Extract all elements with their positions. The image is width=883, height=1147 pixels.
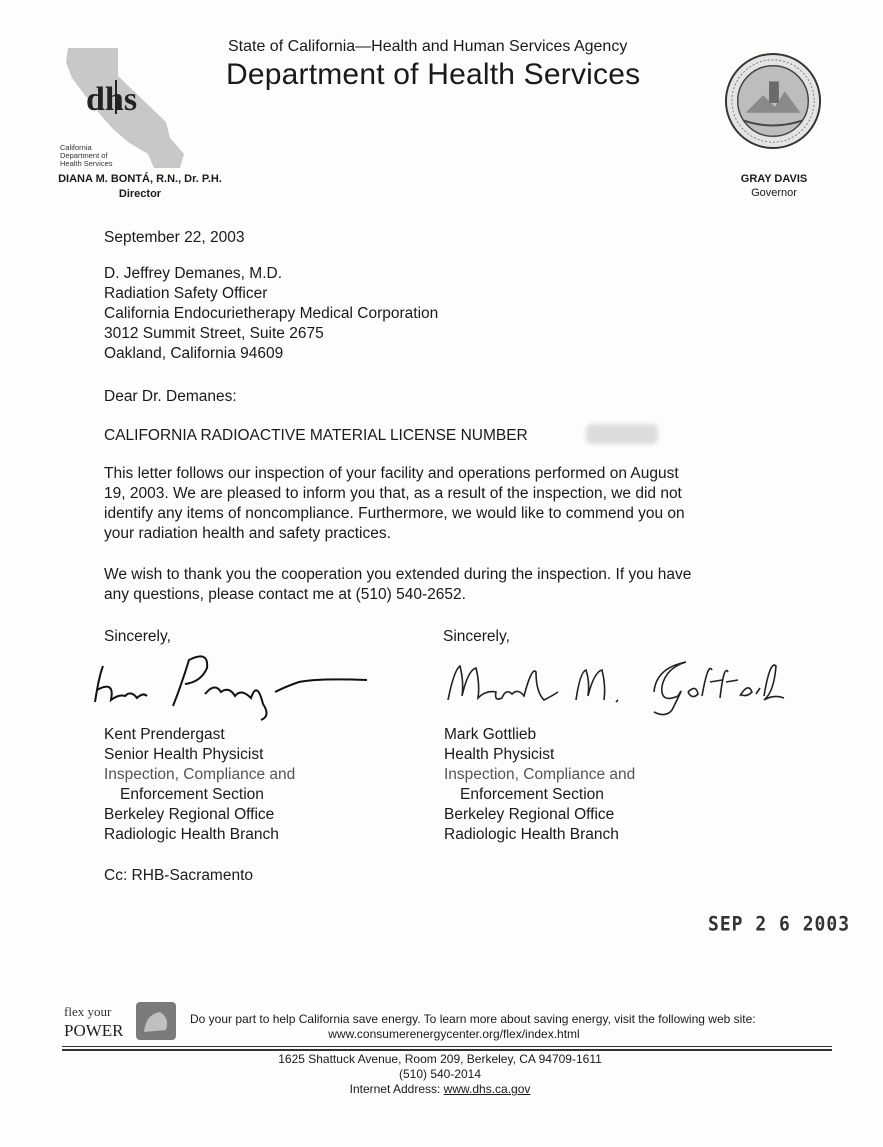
- signer-title: Health Physicist: [444, 746, 555, 763]
- signer-title: Senior Health Physicist: [104, 746, 264, 763]
- redacted-license-number: [586, 424, 658, 444]
- dhs-logo: [58, 42, 198, 170]
- recipient-line: 3012 Summit Street, Suite 2675: [104, 325, 324, 342]
- recipient-address: [104, 264, 438, 364]
- logo-caption-1: California: [60, 143, 92, 152]
- flex-logo-line1: flex your: [64, 1004, 112, 1019]
- flex-logo-line2: POWER: [64, 1021, 124, 1040]
- logo-caption-2: Department of: [60, 151, 108, 160]
- flex-your-power-logo: [62, 996, 180, 1048]
- signer-name: Mark Gottlieb: [444, 726, 537, 743]
- closing-left: Sincerely,: [104, 628, 171, 645]
- signer-right-block: [444, 725, 635, 845]
- signer-left-block: [104, 725, 295, 845]
- signer-branch: Radiologic Health Branch: [104, 826, 279, 843]
- footer-address: 1625 Shattuck Avenue, Room 209, Berkeley, CA 94709-1611: [278, 1052, 602, 1066]
- salutation: Dear Dr. Demanes:: [104, 388, 237, 405]
- cc-line: Cc: RHB-Sacramento: [104, 867, 254, 884]
- internet-link[interactable]: www.dhs.ca.gov: [443, 1082, 531, 1096]
- recipient-line: California Endocurietherapy Medical Corporation: [104, 305, 439, 322]
- signer-section: Enforcement Section: [460, 786, 604, 803]
- california-seal-icon: [724, 52, 822, 150]
- director-title: Director: [118, 188, 162, 200]
- signer-branch: Radiologic Health Branch: [444, 826, 619, 843]
- signer-section: Inspection, Compliance and: [104, 766, 296, 783]
- governor-title: Governor: [751, 187, 797, 199]
- director-name: DIANA M. BONTÁ, R.N., Dr. P.H.: [58, 173, 222, 185]
- energy-message: [190, 1012, 830, 1042]
- energy-url[interactable]: www.consumerenergycenter.org/flex/index.html: [328, 1027, 580, 1041]
- logo-dhs-text: dhs: [86, 81, 138, 118]
- logo-caption-3: Health Services: [60, 159, 113, 168]
- signer-section: Enforcement Section: [120, 786, 264, 803]
- closing-right: Sincerely,: [443, 628, 510, 645]
- recipient-line: Oakland, California 94609: [104, 345, 284, 362]
- governor-name: GRAY DAVIS: [740, 173, 808, 185]
- footer-internet: [170, 1082, 710, 1097]
- signer-name: Kent Prendergast: [104, 726, 225, 743]
- department-title: Department of Health Services: [226, 58, 641, 91]
- agency-line: State of California—Health and Human Services Agency: [228, 38, 628, 55]
- footer-address-block: [170, 1052, 710, 1097]
- subject-line: CALIFORNIA RADIOACTIVE MATERIAL LICENSE NUMBER: [104, 427, 528, 444]
- letter-date: September 22, 2003: [104, 229, 245, 246]
- body-paragraph: This letter follows our inspection of your facility and operations performed on August 19, 2003. We are pleased to inform you that, as a result of the inspection, we did not identify any items of noncompliance. Furthermore, we would like to commend you on your radiation health and safety practices.: [104, 465, 685, 542]
- director-block: [40, 172, 240, 202]
- footer-divider: [62, 1046, 832, 1047]
- footer-phone: (510) 540-2014: [398, 1067, 482, 1081]
- recipient-line: Radiation Safety Officer: [104, 285, 268, 302]
- governor-block: [712, 172, 836, 200]
- signature-mark-gottlieb: [440, 652, 790, 722]
- body-paragraph: We wish to thank you the cooperation you extended during the inspection. If you have any questions, please contact me at (510) 540-2652.: [104, 566, 692, 603]
- internet-label: Internet Address:: [349, 1082, 444, 1096]
- received-date-stamp: SEP 2 6 2003: [708, 912, 851, 937]
- energy-line-1: Do your part to help California save energy. To learn more about saving energy, visit the following web site:: [190, 1012, 756, 1026]
- signer-office: Berkeley Regional Office: [104, 806, 275, 823]
- signer-office: Berkeley Regional Office: [444, 806, 615, 823]
- signature-kent-prendergast: [85, 646, 375, 722]
- footer-divider: [62, 1049, 832, 1051]
- signer-section: Inspection, Compliance and: [444, 766, 636, 783]
- recipient-line: D. Jeffrey Demanes, M.D.: [104, 265, 283, 282]
